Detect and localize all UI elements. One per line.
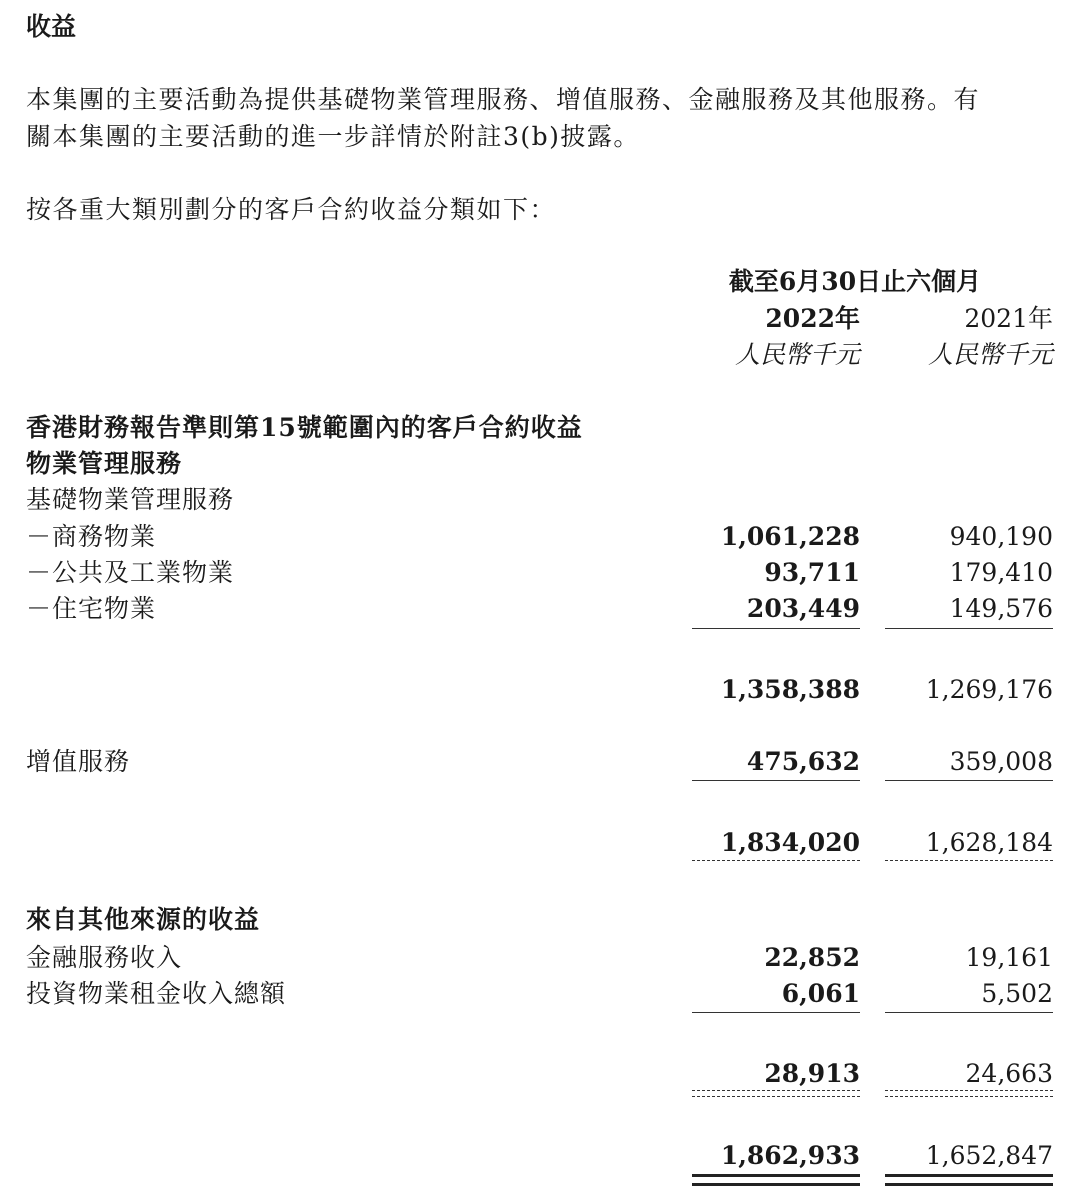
section2-total-2022: 28,913 xyxy=(764,1059,860,1088)
vas-rule-2022 xyxy=(692,780,860,781)
year-2021-header: 2021年 xyxy=(964,304,1053,333)
section2-rule-2022 xyxy=(692,1012,860,1013)
row-value-2021: 5,502 xyxy=(981,979,1053,1008)
subtotal-2022: 1,358,388 xyxy=(720,675,860,704)
subtotal-2021: 1,269,176 xyxy=(925,675,1053,704)
grand-total-2022: 1,862,933 xyxy=(720,1141,860,1170)
section1-total-rule-2021 xyxy=(885,860,1053,861)
row-value-2021: 940,190 xyxy=(949,522,1053,551)
row-value-2022: 6,061 xyxy=(781,979,860,1008)
section1-total-2022: 1,834,020 xyxy=(720,828,860,857)
vas-label: 增值服務 xyxy=(26,747,131,776)
section2-total-2021: 24,663 xyxy=(965,1059,1053,1088)
year-2022-header: 2022年 xyxy=(765,304,860,333)
section1-title: 香港財務報告準則第15號範圍內的客戶合約收益 xyxy=(26,413,583,442)
grand-total-rule-a-2022 xyxy=(692,1174,860,1177)
row-value-2022: 22,852 xyxy=(764,943,860,972)
section2-total-rule-a-2022 xyxy=(692,1090,860,1091)
section1-total-2021: 1,628,184 xyxy=(925,828,1053,857)
section1-total-rule-2022 xyxy=(692,860,860,861)
row-value-2022: 1,061,228 xyxy=(720,522,860,551)
intro-line-2: 關本集團的主要活動的進一步詳情於附註3(b)披露。 xyxy=(26,122,640,151)
grand-total-rule-b-2021 xyxy=(885,1183,1053,1186)
section2-rule-2021 xyxy=(885,1012,1053,1013)
row-label: 投資物業租金收入總額 xyxy=(26,979,287,1008)
subtotal-rule-2021 xyxy=(885,628,1053,629)
grand-total-rule-a-2021 xyxy=(885,1174,1053,1177)
grand-total-2021: 1,652,847 xyxy=(925,1141,1053,1170)
row-value-2022: 93,711 xyxy=(764,558,860,587)
row-value-2022: 203,449 xyxy=(746,594,860,623)
unit-2021-header: 人民幣千元 xyxy=(927,340,1053,369)
row-label: 金融服務收入 xyxy=(26,943,183,972)
row-value-2021: 19,161 xyxy=(965,943,1053,972)
grand-total-rule-b-2022 xyxy=(692,1183,860,1186)
intro-line-3: 按各重大類別劃分的客戶合約收益分類如下： xyxy=(26,195,557,224)
section2-title: 來自其他來源的收益 xyxy=(26,905,261,934)
subtotal-rule-2022 xyxy=(692,628,860,629)
vas-rule-2021 xyxy=(885,780,1053,781)
row-value-2021: 149,576 xyxy=(949,594,1053,623)
row-label: －商務物業 xyxy=(26,522,157,551)
section2-total-rule-b-2022 xyxy=(692,1096,860,1097)
section2-total-rule-b-2021 xyxy=(885,1096,1053,1097)
row-value-2021: 179,410 xyxy=(949,558,1053,587)
section2-total-rule-a-2021 xyxy=(885,1090,1053,1091)
intro-line-1: 本集團的主要活動為提供基礎物業管理服務、增值服務、金融服務及其他服務。有 xyxy=(26,85,981,114)
vas-2022: 475,632 xyxy=(746,747,860,776)
vas-2021: 359,008 xyxy=(949,747,1053,776)
section-heading: 收益 xyxy=(26,12,77,41)
section1-subtitle: 物業管理服務 xyxy=(26,449,183,478)
section1-group: 基礎物業管理服務 xyxy=(26,485,235,514)
period-header: 截至6月30日止六個月 xyxy=(728,267,982,296)
unit-2022-header: 人民幣千元 xyxy=(734,340,860,369)
row-label: －公共及工業物業 xyxy=(26,558,235,587)
row-label: －住宅物業 xyxy=(26,594,157,623)
